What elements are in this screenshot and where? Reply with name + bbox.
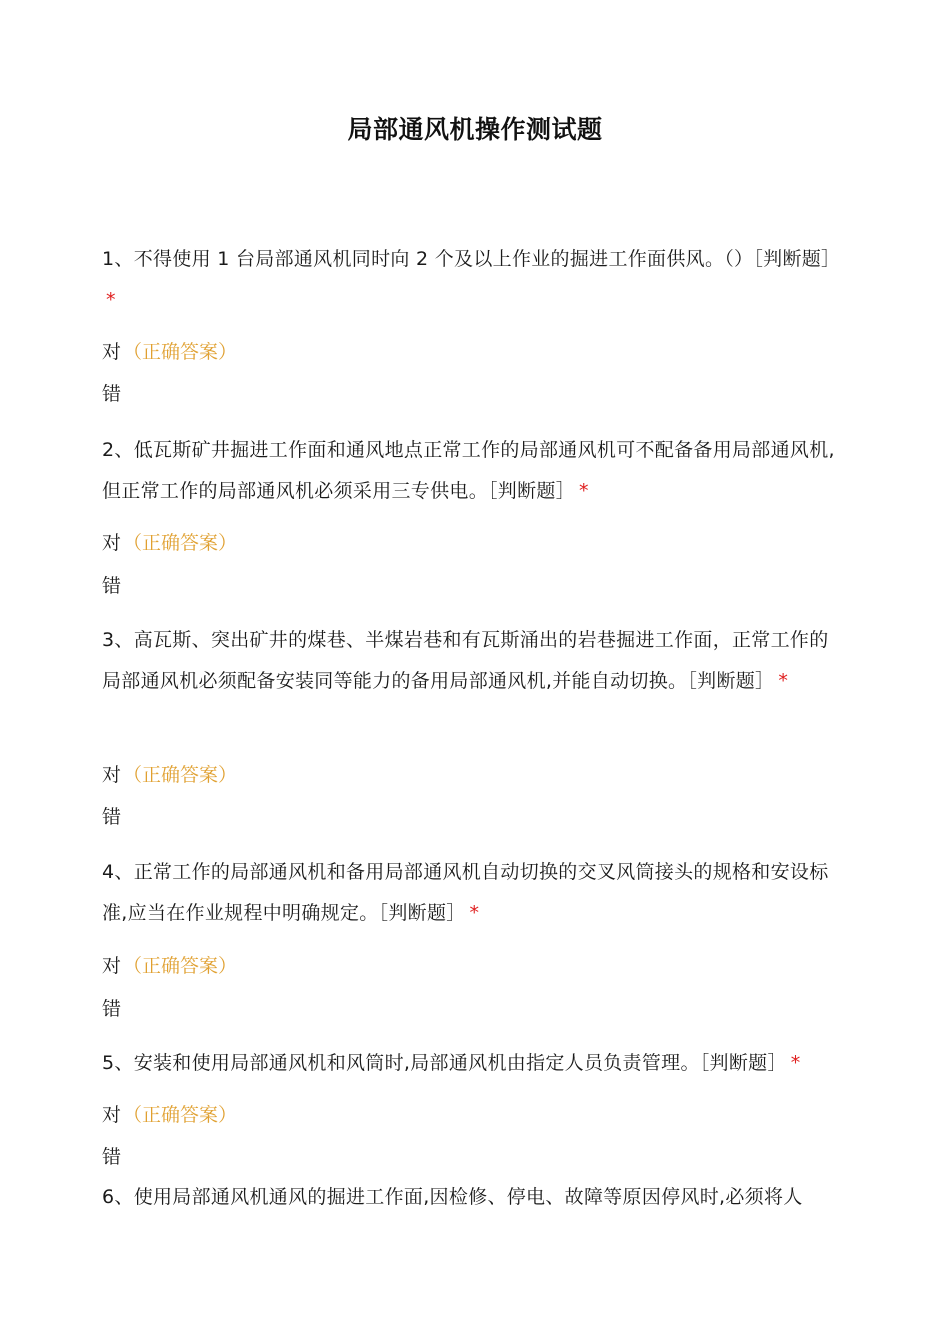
option-false[interactable]	[102, 1142, 121, 1172]
correct-answer-tag: （正确答案）	[123, 764, 238, 786]
question-number: 2、	[102, 439, 134, 461]
correct-answer-tag: （正确答案）	[123, 341, 238, 363]
required-mark: *	[106, 289, 116, 311]
option-label: 对	[102, 955, 122, 977]
option-true[interactable]	[102, 337, 237, 367]
option-label: 对	[102, 341, 122, 363]
option-true[interactable]	[102, 1100, 237, 1130]
question-4	[102, 852, 847, 934]
required-mark: *	[778, 670, 789, 692]
option-true[interactable]	[102, 951, 237, 981]
option-label: 对	[102, 532, 122, 554]
question-text: 使用局部通风机通风的掘进工作面,因检修、停电、故障等原因停风时,必须将人	[133, 1186, 803, 1208]
option-false[interactable]	[102, 802, 121, 832]
option-label: 错	[102, 1146, 122, 1168]
question-6	[102, 1177, 847, 1218]
option-label: 错	[102, 998, 122, 1020]
option-true[interactable]	[102, 760, 237, 790]
question-number: 6、	[102, 1186, 134, 1208]
option-false[interactable]	[102, 379, 121, 409]
document-title: 局部通风机操作测试题	[347, 115, 603, 144]
required-mark: *	[469, 902, 480, 924]
question-text: 高瓦斯、突出矿井的煤巷、半煤岩巷和有瓦斯涌出的岩巷掘进工作面，正常工作的局部通风机必须配备安装同等能力的备用局部通风机,并能自动切换。［判断题］	[102, 629, 829, 692]
question-2	[102, 430, 847, 512]
option-false[interactable]	[102, 994, 121, 1024]
option-label: 错	[102, 575, 122, 597]
question-5	[102, 1043, 847, 1084]
question-text: 不得使用 1 台局部通风机同时向 2 个及以上作业的掘进工作面供风。（）［判断题］	[133, 248, 841, 270]
required-mark: *	[790, 1052, 801, 1074]
question-1	[102, 239, 847, 321]
option-label: 错	[102, 383, 122, 405]
question-text: 安装和使用局部通风机和风筒时,局部通风机由指定人员负责管理。［判断题］	[133, 1052, 787, 1074]
question-text: 低瓦斯矿井掘进工作面和通风地点正常工作的局部通风机可不配备备用局部通风机,但正常工作的局部通风机必须采用三专供电。［判断题］	[102, 439, 835, 502]
correct-answer-tag: （正确答案）	[123, 955, 238, 977]
question-number: 3、	[102, 629, 134, 651]
question-number: 5、	[102, 1052, 134, 1074]
option-label: 错	[102, 806, 122, 828]
option-label: 对	[102, 1104, 122, 1126]
option-label: 对	[102, 764, 122, 786]
question-number: 1、	[102, 248, 134, 270]
correct-answer-tag: （正确答案）	[123, 1104, 238, 1126]
question-number: 4、	[102, 861, 134, 883]
required-mark: *	[579, 480, 589, 502]
question-text: 正常工作的局部通风机和备用局部通风机自动切换的交叉风筒接头的规格和安设标准,应当在作业规程中明确规定。［判断题］	[102, 861, 829, 924]
option-false[interactable]	[102, 571, 121, 601]
question-3	[102, 620, 847, 702]
correct-answer-tag: （正确答案）	[123, 532, 238, 554]
option-true[interactable]	[102, 528, 237, 558]
